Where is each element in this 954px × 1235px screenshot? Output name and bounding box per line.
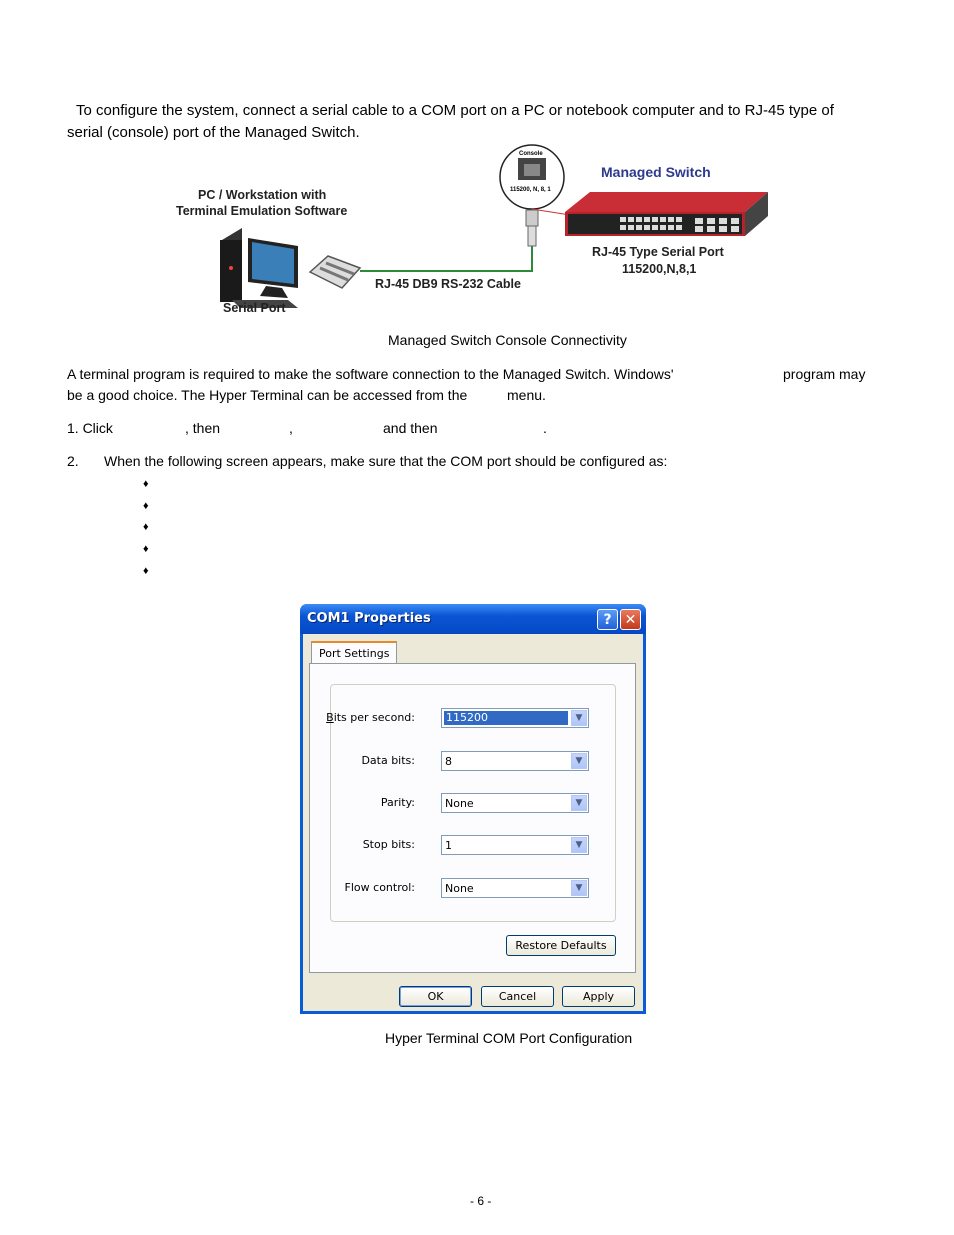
flow-control-select[interactable] [441, 878, 589, 898]
chevron-down-icon[interactable]: ▼ [571, 795, 587, 811]
step1-d: and then [383, 420, 438, 436]
diagram-caption: Managed Switch Console Connectivity [388, 332, 627, 348]
managed-switch-title: Managed Switch [601, 164, 711, 180]
console-label: Console [519, 151, 543, 157]
serial-port-label: Serial Port [223, 301, 286, 315]
stop-bits-value: 1 [445, 839, 452, 852]
step1-a: 1. Click [67, 420, 113, 436]
dialog-caption: Hyper Terminal COM Port Configuration [385, 1030, 633, 1046]
data-bits-label: Data bits: [361, 754, 415, 767]
bullet-diamond-icon: ♦ [143, 565, 149, 577]
intro-line-2: serial (console) port of the Managed Switch. [67, 124, 360, 141]
data-bits-select[interactable] [441, 751, 589, 771]
step1-e: . [543, 420, 547, 436]
settings-group [326, 684, 616, 922]
console-setting-label: 115200, N, 8, 1 [510, 187, 551, 193]
step2-text: When the following screen appears, make sure that the COM port should be configured as: [104, 453, 668, 469]
terminal-para-line1a: A terminal program is required to make the software connection to the Managed Switch. Windows' [67, 366, 674, 382]
bits-per-second-select[interactable] [441, 708, 589, 728]
flow-control-label: Flow control: [344, 881, 415, 894]
intro-line-1: To configure the system, connect a serial cable to a COM port on a PC or notebook computer and to RJ-45 type of [76, 102, 834, 119]
pc-label-line-2: Terminal Emulation Software [176, 204, 348, 218]
bullet-diamond-icon: ♦ [143, 478, 149, 490]
chevron-down-icon[interactable]: ▼ [571, 837, 587, 853]
data-bits-value: 8 [445, 755, 452, 768]
cancel-button[interactable]: Cancel [481, 986, 554, 1007]
apply-button[interactable]: Apply [562, 986, 635, 1007]
dialog-titlebar[interactable] [300, 604, 646, 634]
console-connectivity-diagram [170, 140, 770, 320]
parity-select[interactable] [441, 793, 589, 813]
page-number: - 6 - [470, 1194, 492, 1208]
step2-number: 2. [67, 453, 79, 469]
chevron-down-icon[interactable]: ▼ [571, 753, 587, 769]
pc-label-line-1: PC / Workstation with [198, 188, 327, 202]
help-button[interactable]: ? [597, 609, 618, 630]
tab-port-settings[interactable]: Port Settings [311, 641, 397, 663]
port-settings-panel [309, 663, 636, 973]
restore-defaults-button[interactable]: Restore Defaults [506, 935, 616, 956]
step1-b: , then [185, 420, 221, 436]
close-button[interactable]: ✕ [620, 609, 641, 630]
stop-bits-select[interactable] [441, 835, 589, 855]
chevron-down-icon[interactable]: ▼ [571, 880, 587, 896]
dialog-title: COM1 Properties [307, 611, 431, 626]
bits-per-second-value: 115200 [444, 711, 568, 725]
parity-value: None [445, 797, 474, 810]
step1-c: , [289, 420, 293, 436]
terminal-para-line2a: be a good choice. The Hyper Terminal can be accessed from the [67, 387, 468, 403]
terminal-para-line1b: program may [783, 366, 866, 382]
stop-bits-label: Stop bits: [362, 838, 415, 851]
bullet-diamond-icon: ♦ [143, 543, 149, 555]
dialog-client-area [303, 634, 643, 1011]
bits-per-second-label-text: its per second: [333, 711, 415, 724]
port-label-line-1: RJ-45 Type Serial Port [592, 245, 724, 259]
flow-control-value: None [445, 882, 474, 895]
port-label-line-2: 115200,N,8,1 [622, 262, 697, 276]
chevron-down-icon[interactable]: ▼ [571, 710, 587, 726]
terminal-para-line2b: menu. [507, 387, 546, 403]
bullet-diamond-icon: ♦ [143, 500, 149, 512]
ok-button[interactable]: OK [399, 986, 472, 1007]
com1-properties-dialog [300, 604, 646, 1014]
cable-label: RJ-45 DB9 RS-232 Cable [375, 277, 521, 291]
parity-label: Parity: [380, 796, 415, 809]
bullet-diamond-icon: ♦ [143, 521, 149, 533]
bits-per-second-label: Bits per second: [326, 711, 415, 724]
